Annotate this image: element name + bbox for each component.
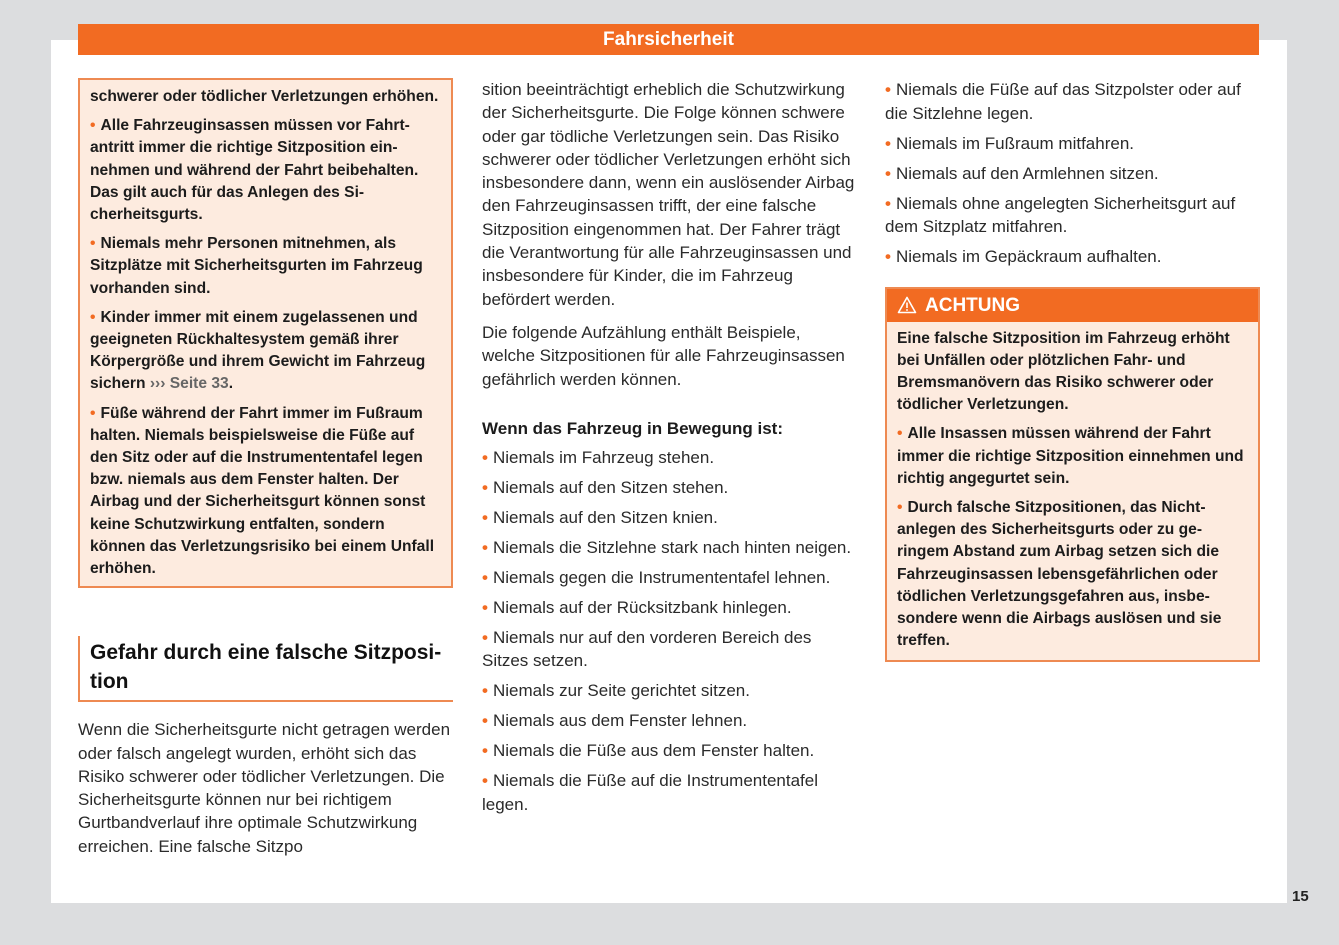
intro-paragraph: Wenn die Sicherheitsgurte nicht getragen werden oder falsch angelegt wurden, erhöht sich das Risiko schwerer oder tödlicher Verletzungen. Die Sicherheitsgurte können nur bei richtigem Gurtbandverlauf ihre optimale Schutzwirkung erreichen. Eine falsche Sitzpo <box>78 720 451 856</box>
bullet-icon: • <box>885 133 891 153</box>
warning-bullet: • Füße während der Fahrt immer im Fußraum halten. Niemals beispielsweise die Füße auf den Sitz oder auf die Instrumententafel legen bzw. niemals aus dem Fenster halten. Der Airbag und der Sicherheitsgurt können sonst keine Schutzwirkung entfalten, sondern können das Verletzungsrisiko bei einem Unfall erhöhen. <box>90 404 435 578</box>
warning-lead: schwerer oder tödlicher Verletzungen erhöhen. <box>90 88 439 105</box>
achtung-body <box>887 322 1258 661</box>
bullet-icon: • <box>482 711 488 731</box>
list-item: • Niemals die Füße aus dem Fenster halten. <box>482 741 815 761</box>
achtung-header <box>887 289 1258 322</box>
achtung-warning-box <box>885 287 1260 663</box>
bullet-icon: • <box>885 247 891 266</box>
bullet-icon: • <box>90 404 96 422</box>
bullet-icon: • <box>482 477 488 497</box>
warning-bullet: • Niemals mehr Personen mitnehmen, als Sitzplätze mit Sicherheitsgurten im Fahrzeug vorhanden sind. <box>90 235 423 297</box>
list-subheading: Wenn das Fahrzeug in Bewegung ist: <box>482 418 783 438</box>
warning-box-continued <box>78 78 453 588</box>
bullet-icon: • <box>482 627 488 647</box>
bullet-icon: • <box>482 567 488 587</box>
chapter-header: Fahrsicherheit <box>78 24 1259 55</box>
continued-paragraph: sition beeinträchtigt erheblich die Schutzwirkung der Sicherheitsgurte. Die Folge können schwere oder gar tödliche Verletzungen sein. Das Risiko schwerer oder tödlicher Verletzungen erhöht sich insbesondere dann, wenn ein auslösender Airbag den Fahrzeuginsassen trifft, der eine falsche Sitzposition eingenommen hat. Der Fahrer trägt die Verantwortung für alle Fahrzeuginsassen und insbesondere für Kinder, die im Fahrzeug befördert werden. <box>482 80 855 309</box>
list-item: • Niemals die Füße auf das Sitzpolster oder auf die Sitzlehne legen. <box>885 80 1241 123</box>
list-item: • Niemals auf den Sitzen stehen. <box>482 477 729 497</box>
achtung-title: ACHTUNG <box>925 294 1020 316</box>
bullet-icon: • <box>90 117 96 135</box>
list-item: • Niemals im Fahrzeug stehen. <box>482 447 715 467</box>
bullet-icon: • <box>885 193 891 213</box>
page-reference-arrows: ››› <box>149 375 166 393</box>
warning-bullet: • Alle Fahrzeuginsassen müssen vor Fahrtantritt immer die richtige Sitzposition einnehmen und während der Fahrt beibehalten. Das gilt auch für das Anlegen des Sicherheitsgurts. <box>90 117 419 224</box>
list-intro-paragraph: Die folgende Aufzählung enthält Beispiele, welche Sitzpositionen für alle Fahrzeuginsassen gefährlich werden können. <box>482 322 845 389</box>
list-item: • Niemals gegen die Instrumententafel lehnen. <box>482 567 831 587</box>
list-item: • Niemals zur Seite gerichtet sitzen. <box>482 681 750 701</box>
bullet-icon: • <box>90 308 96 326</box>
list-item: • Niemals aus dem Fenster lehnen. <box>482 711 748 731</box>
unsafe-positions-list <box>482 446 857 817</box>
bullet-icon: • <box>482 447 488 467</box>
list-item: • Niemals auf den Armlehnen sitzen. <box>885 163 1159 183</box>
warning-triangle-icon <box>897 296 917 314</box>
list-item: • Niemals auf der Rücksitzbank hinlegen. <box>482 597 792 617</box>
list-item: • Niemals die Füße auf die Instrumententafel legen. <box>482 771 819 814</box>
section-title: Gefahr durch eine falsche Sitzposition <box>78 636 453 702</box>
bullet-icon: • <box>885 163 891 183</box>
bullet-icon: • <box>90 235 96 253</box>
bullet-icon: • <box>897 498 903 516</box>
achtung-lead: Eine falsche Sitzposition im Fahrzeug erhöht bei Unfällen oder plötzlichen Fahr- und Bremsmanövern das Risiko schwerer oder tödlicher Verletzungen. <box>897 329 1230 414</box>
bullet-icon: • <box>482 597 488 617</box>
unsafe-positions-list-continued <box>885 78 1260 269</box>
left-column <box>78 78 453 858</box>
page-number: 15 <box>1292 888 1309 905</box>
middle-column <box>482 78 857 823</box>
list-item: • Niemals nur auf den vorderen Bereich des Sitzes setzen. <box>482 627 812 671</box>
bullet-icon: • <box>482 507 488 527</box>
bullet-icon: • <box>482 771 488 791</box>
right-column <box>885 78 1260 662</box>
list-item: • Niemals ohne angelegten Sicherheitsgurt auf dem Sitzplatz mitfahren. <box>885 193 1236 236</box>
page-reference-link[interactable]: Seite 33 <box>169 375 229 393</box>
bullet-icon: • <box>897 425 903 443</box>
bullet-icon: • <box>482 681 488 701</box>
list-item: • Niemals im Fußraum mitfahren. <box>885 133 1135 153</box>
achtung-bullet: • Alle Insassen müssen während der Fahrt immer die richtige Sitzposition einnehmen und richtig angegurtet sein. <box>897 425 1244 487</box>
warning-bullet: • Kinder immer mit einem zugelassenen und geeigneten Rückhaltesystem gemäß ihrer Körpergröße und ihrem Gewicht im Fahrzeug sichern ››› Seite 33. <box>90 308 426 393</box>
list-item: • Niemals im Gepäckraum aufhalten. <box>885 247 1162 266</box>
list-item: • Niemals auf den Sitzen knien. <box>482 507 718 527</box>
list-item: • Niemals die Sitzlehne stark nach hinten neigen. <box>482 537 852 557</box>
bullet-icon: • <box>482 741 488 761</box>
bullet-icon: • <box>885 80 891 99</box>
bullet-icon: • <box>482 537 488 557</box>
achtung-bullet: • Durch falsche Sitzpositionen, das Nichtanlegen des Sicherheitsgurts oder zu geringem Abstand zum Airbag setzen sich die Fahrzeuginsassen lebensgefährlichen oder tödlichen Verletzungsgefahren aus, insbesondere wenn die Airbags auslösen und sie treffen. <box>897 498 1222 650</box>
